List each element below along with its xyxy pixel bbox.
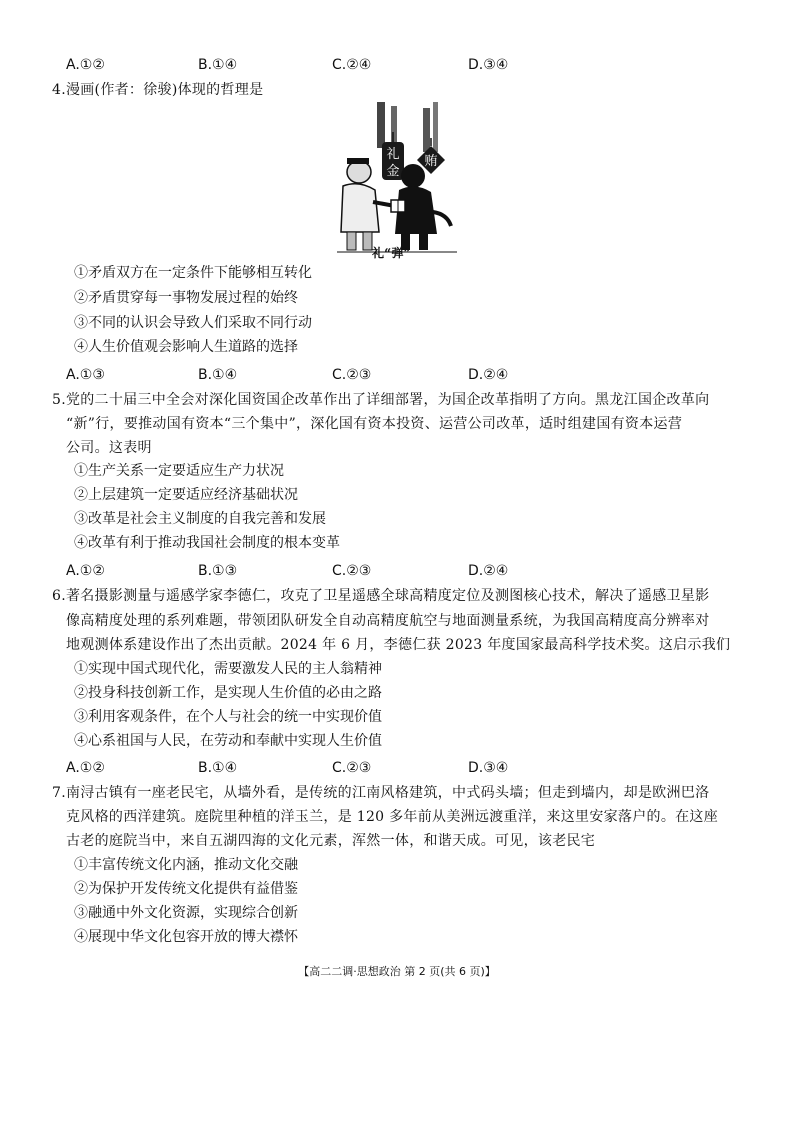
q5-stem-line-1: 5.党的二十届三中全会对深化国资国企改革作出了详细部署，为国企改革指明了方向。黑龙江国企改革向 (52, 392, 710, 408)
q7-stem-line-1: 7.南浔古镇有一座老民宅，从墙外看，是传统的江南风格建筑，中式码头墙；但走到墙内，却是欧洲巴洛 (52, 785, 710, 801)
q6-options (66, 759, 666, 779)
q6-choice-3: ③利用客观条件，在个人与社会的统一中实现价值 (74, 709, 382, 725)
q6-choice-2: ②投身科技创新工作，是实现人生价值的必由之路 (74, 685, 382, 701)
page-footer: 【高二二调·思想政治 第 2 页(共 6 页)】 (298, 965, 496, 978)
q7-choice-1: ①丰富传统文化内涵，推动文化交融 (74, 857, 298, 873)
q5-choice-3: ③改革是社会主义制度的自我完善和发展 (74, 511, 326, 527)
q5-choice-2: ②上层建筑一定要适应经济基础状况 (74, 487, 298, 503)
q7-choice-2: ②为保护开发传统文化提供有益借鉴 (74, 881, 298, 897)
q4-option-c[interactable]: C.②③ (332, 367, 372, 383)
cartoon-illustration (333, 102, 461, 260)
q7-stem-line-2: 克风格的西洋建筑。庭院里种植的洋玉兰，是 120 多年前从美洲远渡重洋，来这里安家落户的。在这座 (66, 809, 719, 825)
q6-option-c[interactable]: C.②③ (332, 760, 372, 776)
q5-stem-line-2: “新”行，要推动国有资本“三个集中”，深化国有资本投资、运营公司改革，适时组建国有资本运营 (66, 416, 683, 432)
q7-choice-3: ③融通中外文化资源，实现综合创新 (74, 905, 298, 921)
sign-left-char-2: 金 (386, 164, 400, 179)
q5-choice-1: ①生产关系一定要适应生产力状况 (74, 463, 284, 479)
q5-options (66, 562, 666, 582)
q6-stem-line-3: 地观测体系建设作出了杰出贡献。2024 年 6 月，李德仁获 2023 年度国家最高科学技术奖。这启示我们 (66, 637, 731, 653)
q4-choice-3: ③不同的认识会导致人们采取不同行动 (74, 315, 312, 331)
q6-option-b[interactable]: B.①④ (198, 760, 238, 776)
q3-option-c[interactable]: C.②④ (332, 57, 372, 73)
q6-stem-line-2: 像高精度处理的系列难题，带领团队研发全自动高精度航空与地面测量系统，为我国高精度高分辨率对 (66, 613, 710, 629)
q6-choice-1: ①实现中国式现代化，需要激发人民的主人翁精神 (74, 661, 382, 677)
sign-left-char-1: 礼 (386, 147, 400, 162)
q3-option-b[interactable]: B.①④ (198, 57, 238, 73)
cartoon-caption: 礼“弹” (372, 246, 412, 260)
q5-stem-line-3: 公司。这表明 (66, 440, 152, 456)
q4-stem: 4.漫画(作者：徐骏)体现的哲理是 (52, 82, 264, 98)
q5-option-b[interactable]: B.①③ (198, 563, 238, 579)
q3-option-a[interactable]: A.①② (66, 57, 105, 73)
q7-choice-4: ④展现中华文化包容开放的博大襟怀 (74, 929, 298, 945)
q5-choice-4: ④改革有利于推动我国社会制度的根本变革 (74, 535, 340, 551)
q3-options (66, 56, 666, 76)
q4-choice-2: ②矛盾贯穿每一事物发展过程的始终 (74, 290, 298, 306)
q4-option-d[interactable]: D.②④ (468, 367, 509, 383)
sign-right-char: 贿 (424, 154, 438, 169)
q6-choice-4: ④心系祖国与人民，在劳动和奉献中实现人生价值 (74, 733, 382, 749)
q3-option-d[interactable]: D.③④ (468, 57, 509, 73)
q4-choice-1: ①矛盾双方在一定条件下能够相互转化 (74, 265, 312, 281)
q5-option-c[interactable]: C.②③ (332, 563, 372, 579)
q5-option-d[interactable]: D.②④ (468, 563, 509, 579)
q4-option-a[interactable]: A.①③ (66, 367, 105, 383)
q6-stem-line-1: 6.著名摄影测量与遥感学家李德仁，攻克了卫星遥感全球高精度定位及测图核心技术，解决了遥感卫星影 (52, 588, 710, 604)
q4-option-b[interactable]: B.①④ (198, 367, 238, 383)
q7-stem-line-3: 古老的庭院当中，来自五湖四海的文化元素，浑然一体，和谐天成。可见，该老民宅 (66, 833, 596, 849)
q5-option-a[interactable]: A.①② (66, 563, 105, 579)
q4-cartoon (333, 102, 461, 260)
q4-choice-4: ④人生价值观会影响人生道路的选择 (74, 339, 298, 355)
q6-option-d[interactable]: D.③④ (468, 760, 509, 776)
q4-options (66, 366, 666, 386)
q6-option-a[interactable]: A.①② (66, 760, 105, 776)
